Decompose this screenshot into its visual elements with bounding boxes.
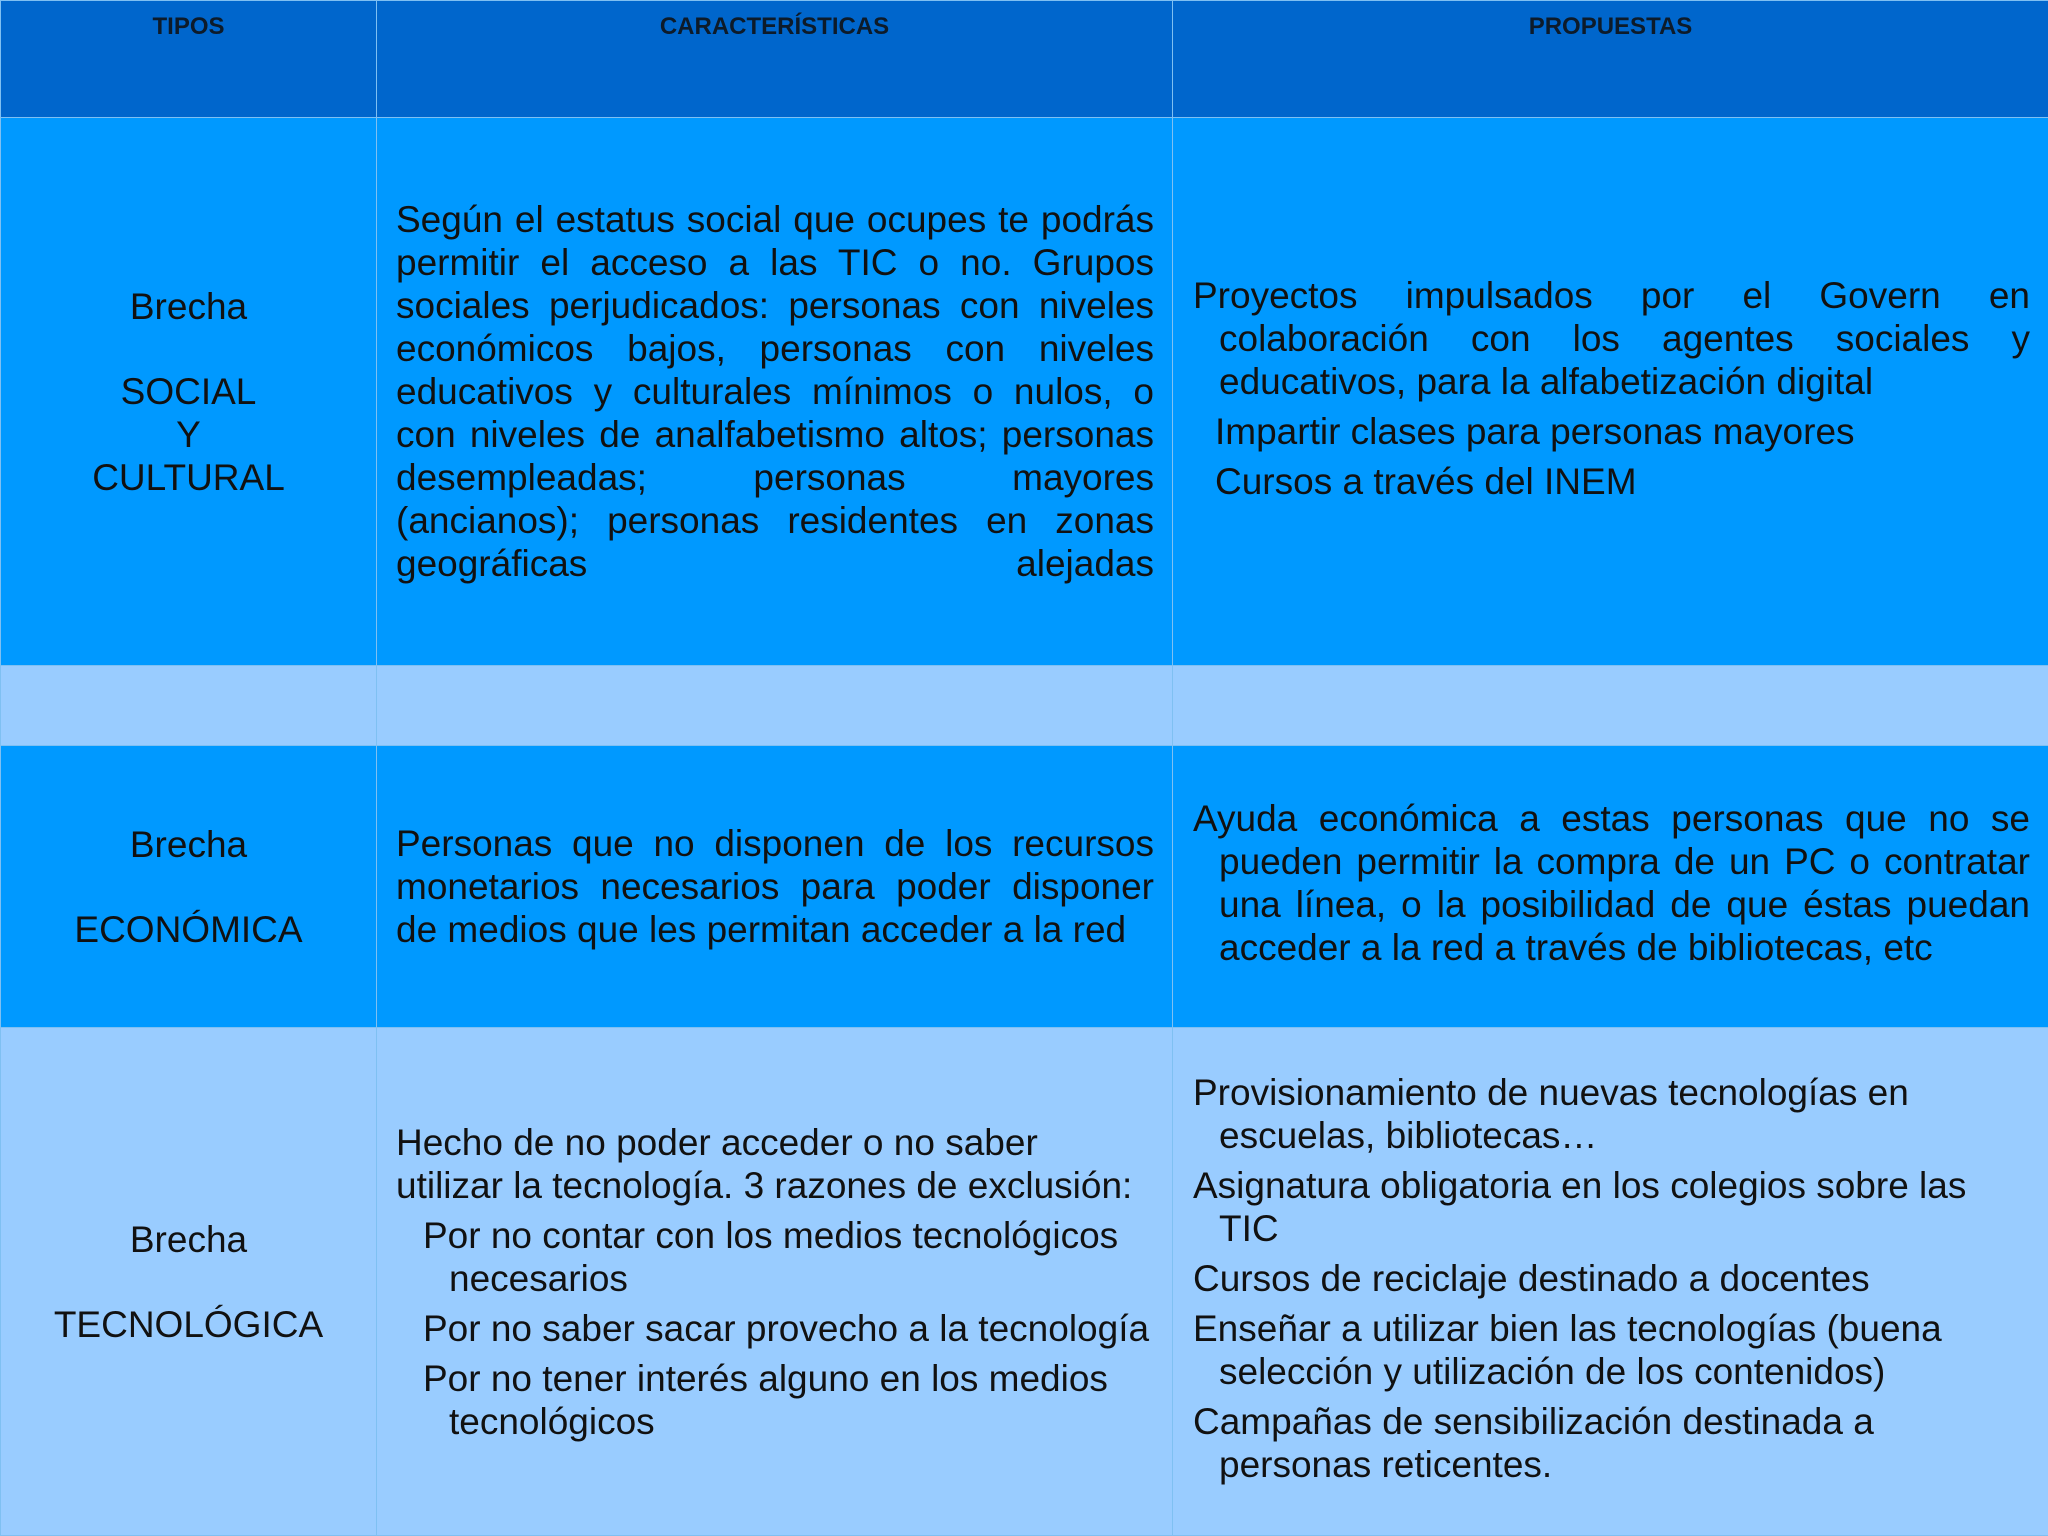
tipo-name: CULTURAL <box>1 456 376 499</box>
caracteristicas-economica-cell <box>377 746 1173 1028</box>
caracteristicas-social-cell <box>377 118 1173 666</box>
caracteristicas-text: Hecho de no poder acceder o no saber utilizar la tecnología. 3 razones de exclusión: <box>396 1121 1154 1207</box>
propuesta-item: Cursos a través del INEM <box>1193 460 2030 503</box>
spacer <box>1 1261 376 1303</box>
tipo-tecnologica-cell <box>1 1028 377 1536</box>
razon-item: Por no tener interés alguno en los medios tecnológicos <box>396 1357 1154 1443</box>
propuestas-economica-cell <box>1173 746 2048 1028</box>
tipo-name: TECNOLÓGICA <box>1 1303 376 1346</box>
tipo-economica-cell <box>1 746 377 1028</box>
propuestas-tecnologica-cell <box>1173 1028 2048 1536</box>
spacer <box>1 866 376 908</box>
razon-item: Por no contar con los medios tecnológicos necesarios <box>396 1214 1154 1300</box>
propuesta-item: Asignatura obligatoria en los colegios sobre las TIC <box>1193 1164 2030 1250</box>
tipo-label: Brecha <box>1 285 376 328</box>
tipo-name: Y <box>1 413 376 456</box>
header-row <box>1 1 2048 118</box>
row-economica <box>1 746 2048 1028</box>
tipo-label: Brecha <box>1 1218 376 1261</box>
caracteristicas-tecnologica-cell <box>377 1028 1173 1536</box>
header-caracteristicas: CARACTERÍSTICAS <box>377 1 1173 118</box>
propuesta-item: Ayuda económica a estas personas que no se pueden permitir la compra de un PC o contratar una línea, o la posibilidad de que éstas puedan acceder a la red a través de bibliotecas, etc <box>1193 797 2030 969</box>
propuesta-item: Provisionamiento de nuevas tecnologías en escuelas, bibliotecas… <box>1193 1071 2030 1157</box>
empty-cell <box>1173 666 2048 746</box>
propuesta-item: Campañas de sensibilización destinada a personas reticentes. <box>1193 1400 2030 1486</box>
row-spacer <box>1 666 2048 746</box>
propuestas-social-cell <box>1173 118 2048 666</box>
row-tecnologica <box>1 1028 2048 1536</box>
tipo-social-cell <box>1 118 377 666</box>
tipo-name: ECONÓMICA <box>1 908 376 951</box>
propuesta-item: Proyectos impulsados por el Govern en colaboración con los agentes sociales y educativos, para la alfabetización digital <box>1193 274 2030 403</box>
caracteristicas-text: Personas que no disponen de los recursos monetarios necesarios para poder disponer de medios que les permitan acceder a la red <box>396 822 1154 951</box>
header-propuestas: PROPUESTAS <box>1173 1 2048 118</box>
razon-item: Por no saber sacar provecho a la tecnología <box>396 1307 1154 1350</box>
propuesta-item: Cursos de reciclaje destinado a docentes <box>1193 1257 2030 1300</box>
tipo-name: SOCIAL <box>1 370 376 413</box>
tipo-label: Brecha <box>1 823 376 866</box>
header-tipos: TIPOS <box>1 1 377 118</box>
propuesta-item: Enseñar a utilizar bien las tecnologías (buena selección y utilización de los contenidos) <box>1193 1307 2030 1393</box>
empty-cell <box>1 666 377 746</box>
caracteristicas-text: Según el estatus social que ocupes te podrás permitir el acceso a las TIC o no. Grupos sociales perjudicados: personas con niveles económicos bajos, personas con niveles educativos y culturales mínimos o nulos, o con niveles de analfabetismo altos; personas desempleadas; personas mayores (ancianos); personas residentes en zonas geográficas alejadas <box>396 198 1154 585</box>
empty-cell <box>377 666 1173 746</box>
spacer <box>1 328 376 370</box>
propuesta-item: Impartir clases para personas mayores <box>1193 410 2030 453</box>
row-social-cultural <box>1 118 2048 666</box>
